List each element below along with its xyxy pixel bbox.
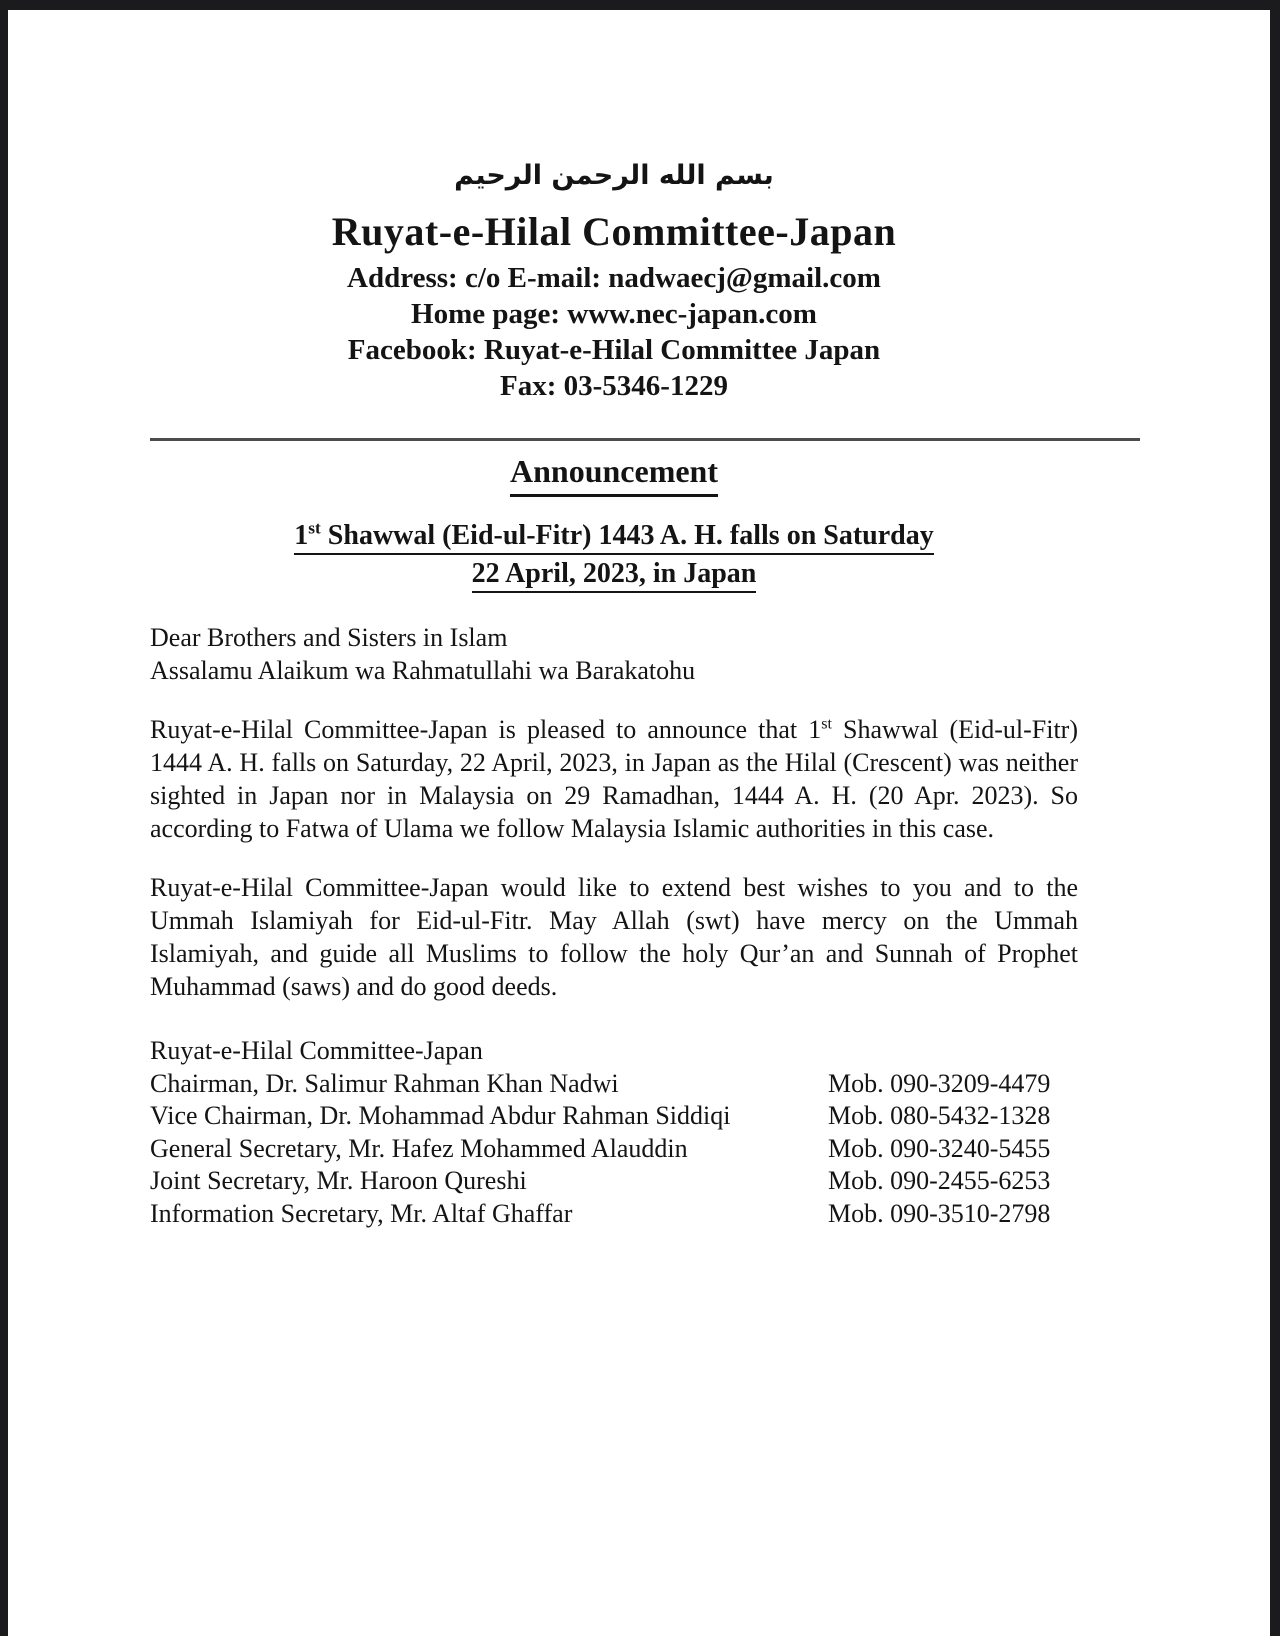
- announcement-heading: Announcement: [510, 449, 718, 497]
- letterhead: [150, 10, 1078, 404]
- subject-heading: [150, 517, 1078, 593]
- greeting-block: [150, 621, 1078, 687]
- address-email-line: Address: c/o E-mail: nadwaecj@gmail.com: [347, 262, 881, 294]
- subject-line2-text: 22 April, 2023, in Japan: [472, 559, 757, 593]
- paragraph-wishes: Ruyat-e-Hilal Committee-Japan would like to extend best wishes to you and to the Ummah Islamiyah for Eid-ul-Fitr. May Allah (swt) have mercy on the Ummah Islamiyah, and guide all Muslims to follow the holy Qur’an and Sunnah of Prophet Muhammad (saws) and do good deeds.: [150, 873, 1078, 1001]
- para1-pre: Ruyat-e-Hilal Committee-Japan is pleased to announce that 1: [150, 715, 822, 744]
- contact-mobile: Mob. 090-3209-4479: [828, 1068, 1051, 1098]
- facebook-line: Facebook: Ruyat-e-Hilal Committee Japan: [347, 334, 881, 366]
- para1-ordinal: st: [821, 715, 832, 733]
- signature-committee-name: Ruyat-e-Hilal Committee-Japan: [150, 1036, 483, 1065]
- contact-row: [150, 1133, 1078, 1166]
- para1-post: Shawwal (Eid-ul-Fitr) 1444 A. H. falls on Saturday, 22 April, 2023, in Japan as the Hilal (Crescent) was neither sighted in Japan nor in Malaysia on 29 Ramadhan, 1444 A. H. (20 Apr. 2023). So according to Fatwa of Ulama we follow Malaysia Islamic authorities in this case.: [150, 715, 1079, 843]
- fax-line: Fax: 03-5346-1229: [500, 370, 728, 402]
- contact-row: [150, 1068, 1078, 1101]
- subject-line1-pre: 1: [294, 520, 309, 551]
- announcement-heading-wrap: [150, 449, 1078, 497]
- contact-role: Chairman, Dr. Salimur Rahman Khan Nadwi: [150, 1068, 619, 1098]
- committee-title: Ruyat-e-Hilal Committee-Japan: [331, 209, 897, 254]
- bismillah-text: بسم الله الرحمن الرحيم: [454, 160, 774, 191]
- contact-role: General Secretary, Mr. Hafez Mohammed Alauddin: [150, 1133, 688, 1163]
- salutation-line: Assalamu Alaikum wa Rahmatullahi wa Barakatohu: [150, 656, 696, 685]
- contact-row: [150, 1165, 1078, 1198]
- subject-line1-post: Shawwal (Eid-ul-Fitr) 1443 A. H. falls on Saturday: [320, 520, 934, 551]
- subject-heading-line2: [150, 555, 1078, 593]
- subject-heading-line1: [150, 517, 1078, 555]
- contact-row: [150, 1198, 1078, 1231]
- signature-block: [150, 1035, 1078, 1230]
- document-content: [150, 10, 1078, 1230]
- contact-role: Vice Chairman, Dr. Mohammad Abdur Rahman Siddiqi: [150, 1101, 731, 1130]
- contact-mobile: Mob. 080-5432-1328: [828, 1101, 1051, 1130]
- subject-line1-ordinal: st: [308, 518, 321, 538]
- contact-row: [150, 1100, 1078, 1133]
- separator-rule: [150, 438, 1140, 441]
- paragraph-announcement: [150, 713, 1078, 845]
- homepage-line: Home page: www.nec-japan.com: [411, 298, 817, 330]
- document-page: [8, 10, 1270, 1636]
- greeting-line: Dear Brothers and Sisters in Islam: [150, 623, 508, 652]
- contact-role: Joint Secretary, Mr. Haroon Qureshi: [150, 1166, 527, 1195]
- contact-mobile: Mob. 090-2455-6253: [828, 1166, 1051, 1195]
- contact-role: Information Secretary, Mr. Altaf Ghaffar: [150, 1198, 573, 1228]
- contact-mobile: Mob. 090-3240-5455: [828, 1133, 1051, 1163]
- contact-mobile: Mob. 090-3510-2798: [828, 1198, 1051, 1228]
- letterhead-address-block: [150, 260, 1078, 404]
